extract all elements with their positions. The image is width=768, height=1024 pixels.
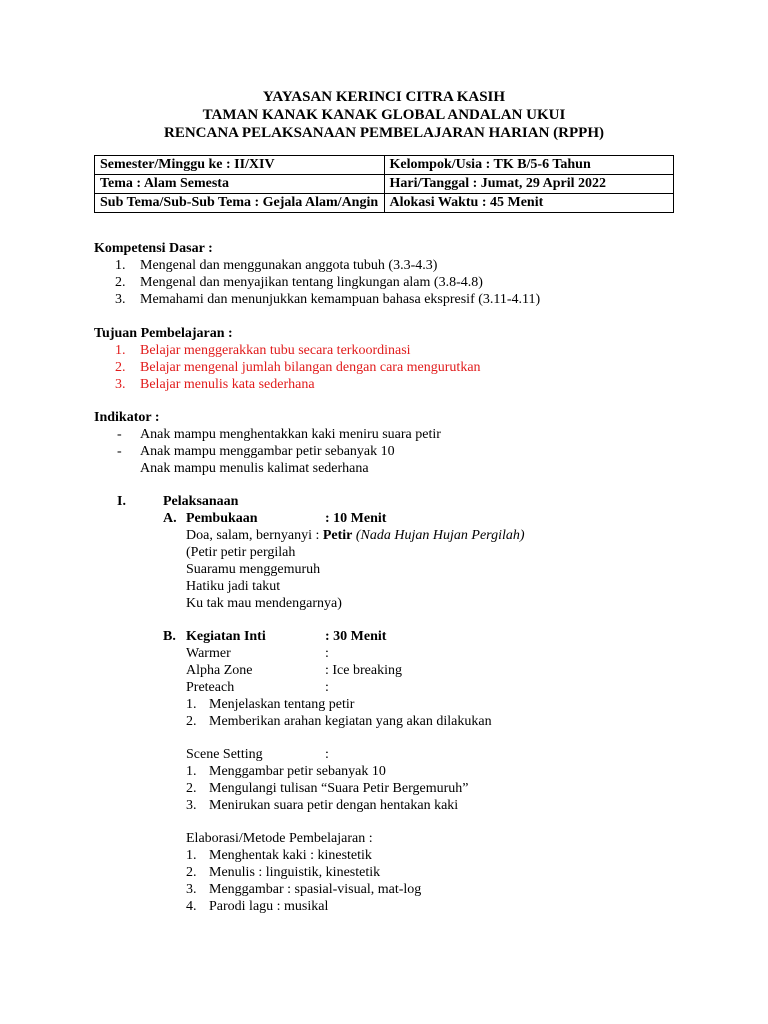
list-number: 2. [186,865,197,880]
list-number: 2. [186,781,197,796]
section-numeral: I. [117,494,126,509]
list-bullet: - [117,427,122,442]
inti-time: : 30 Menit [325,629,387,644]
warmer-value: : [325,646,329,661]
preteach-label: Preteach [186,680,235,695]
list-item: Belajar menulis kata sederhana [140,377,315,392]
pembukaan-label: Pembukaan [186,511,258,526]
list-item: Parodi lagu : musikal [209,899,329,914]
pembukaan-time: : 10 Menit [325,511,387,526]
alokasi-cell: Alokasi Waktu : 45 Menit [384,194,674,213]
document-title: RENCANA PELAKSANAAN PEMBELAJARAN HARIAN (RPPH) [163,125,604,141]
list-bullet: - [117,444,122,459]
list-item: Menulis : linguistik, kinestetik [209,865,381,880]
list-item: Mengulangi tulisan “Suara Petir Bergemuruh” [209,781,469,796]
document-header [0,88,768,142]
list-number: 4. [186,899,197,914]
song-title: Petir [322,528,353,543]
list-item: Belajar menggerakkan tubu secara terkoordinasi [140,343,411,358]
subsection-letter: B. [163,629,176,644]
list-number: 2. [115,360,126,375]
hari-cell: Hari/Tanggal : Jumat, 29 April 2022 [384,175,674,194]
indikator-title: Indikator : [94,410,160,425]
subtema-cell: Sub Tema/Sub-Sub Tema : Gejala Alam/Angin [95,194,385,213]
list-item: Memahami dan menunjukkan kemampuan bahasa ekspresif (3.11-4.11) [140,292,541,307]
table-row [95,156,674,175]
list-item: Mengenal dan menggunakan anggota tubuh (3.3-4.3) [140,258,438,273]
list-item: Menjelaskan tentang petir [209,697,355,712]
warmer-label: Warmer [186,646,231,661]
list-item: Anak mampu menulis kalimat sederhana [140,461,369,476]
table-row [95,194,674,213]
table-row [95,175,674,194]
foundation-name: YAYASAN KERINCI CITRA KASIH [262,89,506,105]
lyric-line: Suaramu menggemuruh [186,562,321,577]
lyric-line: (Petir petir pergilah [186,545,296,560]
list-item: Menghentak kaki : kinestetik [209,848,372,863]
inti-label: Kegiatan Inti [186,629,266,644]
info-table [94,155,674,213]
song-note: (Nada Hujan Hujan Pergilah) [352,528,525,543]
doa-line [186,527,525,544]
list-number: 3. [115,292,126,307]
list-number: 3. [186,882,197,897]
alpha-label: Alpha Zone [186,663,253,678]
list-number: 3. [115,377,126,392]
list-number: 1. [186,764,197,779]
alpha-value: : Ice breaking [325,663,402,678]
elaborasi-label: Elaborasi/Metode Pembelajaran : [186,831,373,846]
tema-cell: Tema : Alam Semesta [95,175,385,194]
scene-label: Scene Setting [186,747,263,762]
list-item: Menggambar petir sebanyak 10 [209,764,386,779]
semester-cell: Semester/Minggu ke : II/XIV [95,156,385,175]
list-number: 2. [115,275,126,290]
list-item: Mengenal dan menyajikan tentang lingkungan alam (3.8-4.8) [140,275,483,290]
doa-prefix: Doa, salam, bernyanyi : [186,528,323,543]
lyric-line: Ku tak mau mendengarnya) [186,596,342,611]
preteach-value: : [325,680,329,695]
list-item: Memberikan arahan kegiatan yang akan dilakukan [209,714,492,729]
scene-value: : [325,747,329,762]
pelaksanaan-title: Pelaksanaan [163,494,239,509]
list-number: 3. [186,798,197,813]
kompetensi-title: Kompetensi Dasar : [94,241,213,256]
subsection-letter: A. [163,511,177,526]
list-number: 1. [115,343,126,358]
list-number: 1. [115,258,126,273]
list-number: 2. [186,714,197,729]
list-item: Anak mampu menghentakkan kaki meniru suara petir [140,427,441,442]
list-item: Menggambar : spasial-visual, mat-log [209,882,422,897]
school-name: TAMAN KANAK KANAK GLOBAL ANDALAN UKUI [202,107,566,123]
lyric-line: Hatiku jadi takut [186,579,281,594]
list-item: Anak mampu menggambar petir sebanyak 10 [140,444,395,459]
tujuan-title: Tujuan Pembelajaran : [94,326,233,341]
list-item: Menirukan suara petir dengan hentakan kaki [209,798,459,813]
kelompok-cell: Kelompok/Usia : TK B/5-6 Tahun [384,156,674,175]
list-item: Belajar mengenal jumlah bilangan dengan cara mengurutkan [140,360,481,375]
list-number: 1. [186,848,197,863]
list-number: 1. [186,697,197,712]
